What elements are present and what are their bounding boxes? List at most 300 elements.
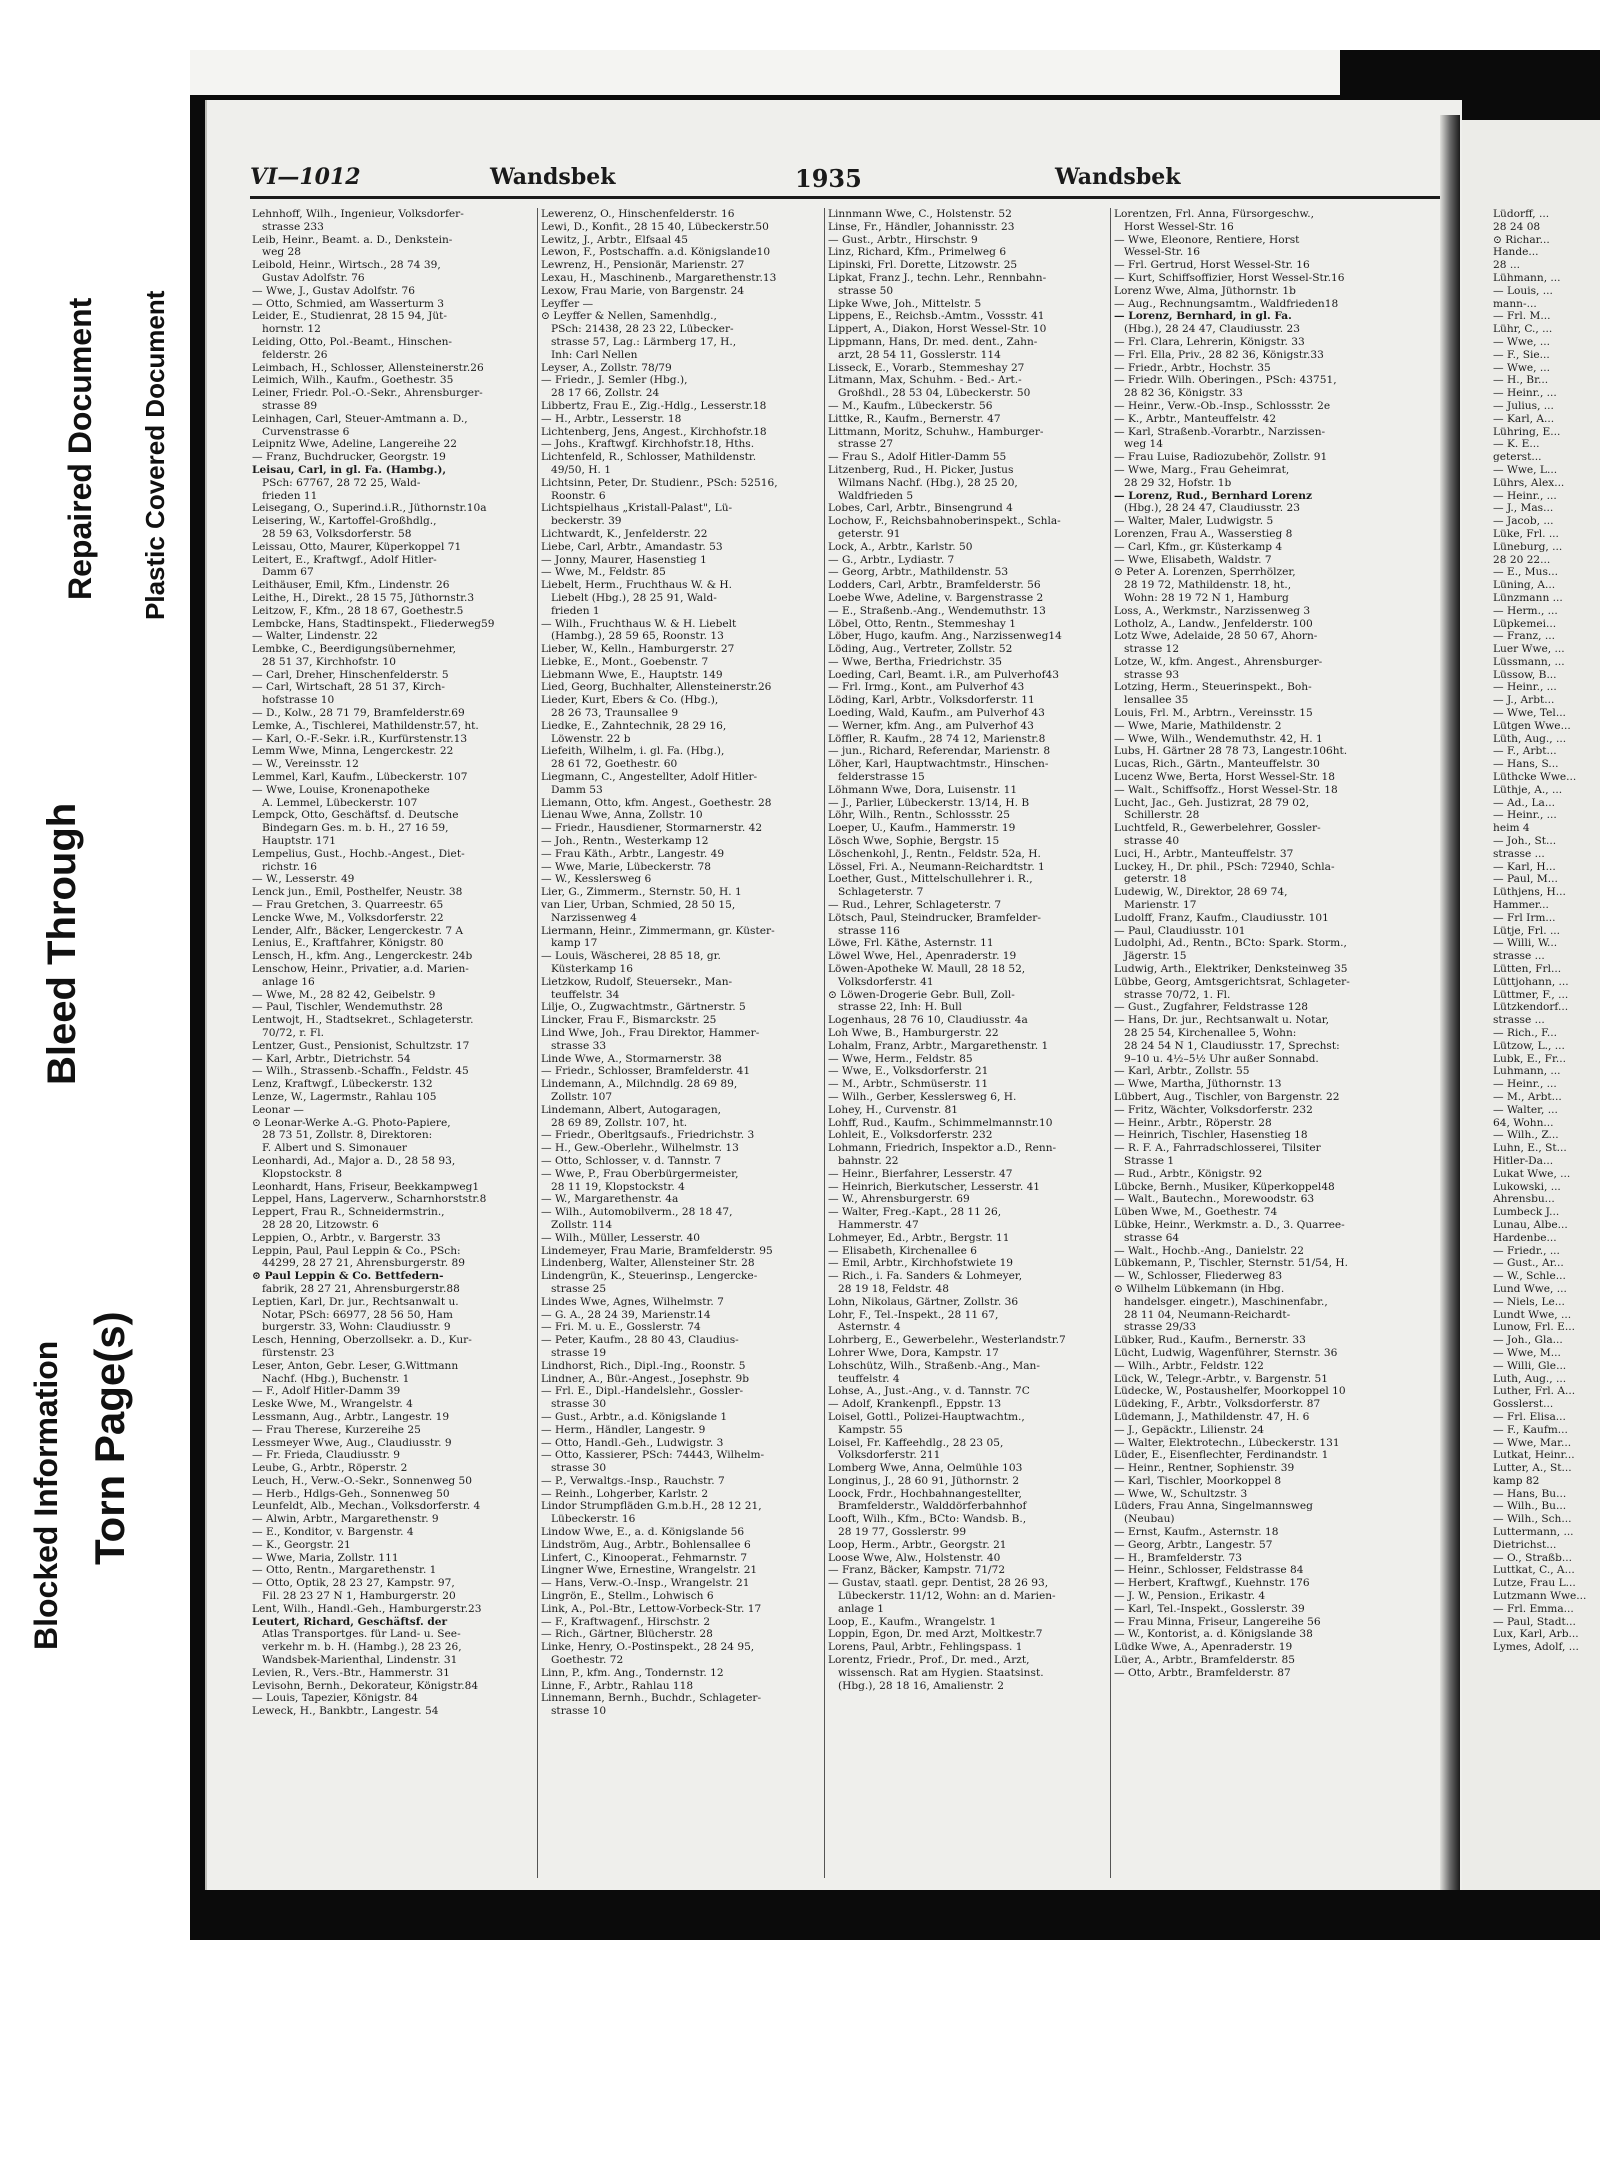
facing-page-entry: — Wilh., Bu...	[1493, 1500, 1567, 1513]
directory-entry: Leithäuser, Emil, Kfm., Lindenstr. 26	[252, 579, 450, 592]
directory-entry: 28 24 54 N 1, Claudiusstr. 17, Sprechst:	[1124, 1039, 1340, 1052]
directory-entry: — Gustav, staatl. gepr. Dentist, 28 26 93,	[828, 1577, 1049, 1590]
directory-entry: 28 59 63, Volksdorferstr. 58	[262, 527, 412, 540]
facing-page-entry: Ahrensbu...	[1493, 1193, 1555, 1206]
facing-page-entry: — Hans, S...	[1493, 758, 1559, 771]
directory-entry: Zollstr. 114	[551, 1218, 613, 1231]
facing-page-entry: — Heinr., ...	[1493, 387, 1557, 400]
directory-entry: — Carl, Wirtschaft, 28 51 37, Kirch-	[252, 681, 446, 694]
directory-entry: — Walt., Bautechn., Morewoodstr. 63	[1114, 1193, 1315, 1206]
directory-entry: Löffler, R. Kaufm., 28 74 12, Marienstr.8	[828, 732, 1046, 745]
directory-entry: Loock, Frdr., Hochbahnangestellter,	[828, 1487, 1022, 1500]
directory-entry: Lüder, E., Eisenflechter, Ferdinandstr. 1	[1114, 1449, 1329, 1462]
directory-entry: 44299, 28 27 21, Ahrensburgerstr. 89	[262, 1257, 466, 1270]
directory-entry: Lorentz, Friedr., Prof., Dr. med., Arzt,	[828, 1654, 1030, 1667]
directory-entry: — Wilh., Gerber, Kesslersweg 6, H.	[828, 1090, 1017, 1103]
directory-entry: — W., Kontorist, a. d. Königslande 38	[1114, 1628, 1313, 1641]
directory-entry: Löher, Karl, Hauptwachtmstr., Hinschen-	[828, 758, 1049, 771]
facing-page-entry: ⊙ Richar...	[1493, 233, 1550, 246]
directory-entry: Lindemann, Albert, Autogaragen,	[541, 1103, 722, 1116]
directory-entry: — Gust., Arbtr., a.d. Königslande 1	[541, 1410, 728, 1423]
directory-entry: Lietzkow, Rudolf, Steuersekr., Man-	[541, 975, 733, 988]
directory-entry: — Frl. Clara, Lehrerin, Königstr. 33	[1114, 335, 1305, 348]
directory-entry: Volksdorferstr. 211	[838, 1449, 941, 1462]
directory-entry: — Wwe, Elisabeth, Waldstr. 7	[1114, 553, 1272, 566]
directory-entry: Gustav Adolfstr. 76	[262, 271, 365, 284]
directory-entry: Lotzing, Herm., Steuerinspekt., Boh-	[1114, 681, 1312, 694]
directory-entry: Lichtsinn, Peter, Dr. Studienr., PSch: 52516,	[541, 476, 778, 489]
directory-entry: Goethestr. 72	[551, 1654, 624, 1667]
directory-entry: Lewerenz, O., Hinschenfelderstr. 16	[541, 208, 735, 220]
facing-page-entry: 28 ...	[1493, 259, 1520, 272]
directory-entry: Lindhorst, Rich., Dipl.-Ing., Roonstr. 5	[541, 1359, 746, 1372]
directory-entry: strasse 64	[1124, 1231, 1180, 1244]
directory-entry: Linn, P., kfm. Ang., Tondernstr. 12	[541, 1666, 724, 1679]
facing-page-entry: — F., Kaufm...	[1493, 1423, 1568, 1436]
directory-entry: — K., Georgstr. 21	[252, 1538, 351, 1551]
directory-entry: Lensch, H., kfm. Ang., Lengerckestr. 24b	[252, 950, 473, 963]
facing-page-entry: Luther, Frl. A...	[1493, 1385, 1576, 1398]
directory-entry: Lentwojt, H., Stadtsekret., Schlageterstr.	[252, 1014, 474, 1027]
facing-page-entry: — Hans, Bu...	[1493, 1487, 1567, 1500]
facing-page-entry: Lühmann, ...	[1493, 271, 1561, 284]
facing-page-entry: Luttermann, ...	[1493, 1526, 1574, 1539]
facing-page-entry: Luhn, E., St...	[1493, 1142, 1567, 1155]
facing-page-entry: — Willi, Gle...	[1493, 1359, 1567, 1372]
directory-entry: Kampstr. 55	[838, 1423, 903, 1436]
directory-entry: — W., Kesslersweg 6	[541, 873, 652, 886]
directory-entry: Lipke Wwe, Joh., Mittelstr. 5	[828, 297, 982, 310]
directory-entry: Leimich, Wilh., Kaufm., Goethestr. 35	[252, 374, 454, 387]
directory-entry: Lindström, Aug., Arbtr., Bohlensallee 6	[541, 1538, 751, 1551]
directory-entry: — Wwe, Martha, Jüthornstr. 13	[1114, 1078, 1282, 1091]
directory-entry: Liebelt (Hbg.), 28 25 91, Wald-	[551, 591, 717, 604]
directory-entry: Loppin, Egon, Dr. med Arzt, Moltkestr.7	[828, 1628, 1043, 1641]
directory-entry: Schillerstr. 28	[1124, 809, 1200, 822]
directory-entry: Löwenstr. 22 b	[551, 732, 631, 745]
directory-entry: Bindegarn Ges. m. b. H., 27 16 59,	[262, 822, 449, 835]
directory-entry: strasse 93	[1124, 668, 1180, 681]
directory-entry: frieden 11	[262, 489, 318, 502]
directory-entry: Lindner, A., Bür.-Angest., Josephstr. 9b	[541, 1372, 750, 1385]
directory-entry: — Otto, Arbtr., Bramfelderstr. 87	[1114, 1666, 1291, 1679]
directory-entry: Lingrön, E., Stellm., Lohwisch 6	[541, 1590, 714, 1603]
directory-entry: — Wwe, Marg., Frau Geheimrat,	[1114, 463, 1290, 476]
directory-entry: Lier, G., Zimmerm., Sternstr. 50, H. 1	[541, 886, 742, 899]
facing-page-entry: Lützow, L., ...	[1493, 1039, 1565, 1052]
directory-entry: strasse 233	[262, 220, 324, 233]
directory-entry: Löding, Karl, Arbtr., Volksdorferstr. 11	[828, 694, 1035, 707]
directory-entry: Lübke, Heinr., Werkmstr. a. D., 3. Quarree-	[1114, 1218, 1345, 1231]
directory-entry: Lentzer, Gust., Pensionist, Schultzstr. 17	[252, 1039, 470, 1052]
facing-page-entry: strasse ...	[1493, 950, 1545, 963]
directory-entry: (Hbg.), 28 24 47, Claudiusstr. 23	[1124, 323, 1300, 336]
right-title: Wandsbek	[1055, 164, 1181, 190]
directory-entry: Lübcke, Bernh., Musiker, Küperkoppel48	[1114, 1180, 1335, 1193]
directory-entry: — F., Kraftwagenf., Hirschstr. 2	[541, 1615, 711, 1628]
directory-entry: Lomberg Wwe, Anna, Oelmühle 103	[828, 1462, 1023, 1475]
facing-page-entry: — K. E...	[1493, 438, 1540, 451]
directory-entry: Leipnitz Wwe, Adeline, Langereihe 22	[252, 438, 458, 451]
directory-entry: Wohn: 28 19 72 N 1, Hamburg	[1124, 591, 1289, 604]
facing-page-entry: Lüth, Aug., ...	[1493, 732, 1567, 745]
directory-entry: Curvenstrasse 6	[262, 425, 350, 438]
directory-entry: Waldfrieden 5	[838, 489, 914, 502]
directory-entry: Leinhagen, Carl, Steuer-Amtmann a. D.,	[252, 412, 468, 425]
directory-entry: Lilje, O., Zugwachtmstr., Gärtnerstr. 5	[541, 1001, 746, 1014]
directory-entry: Lewrenz, H., Pensionär, Marienstr. 27	[541, 259, 745, 272]
directory-entry: Horst Wessel-Str. 16	[1124, 220, 1234, 233]
directory-entry: Lipinski, Frl. Dorette, Litzowstr. 25	[828, 259, 1018, 272]
directory-entry: 28 69 89, Zollstr. 107, ht.	[551, 1116, 688, 1129]
directory-entry: Lingner Wwe, Ernestine, Wrangelstr. 21	[541, 1564, 758, 1577]
facing-page-entry: Lühring, E...	[1493, 425, 1561, 438]
directory-entry: Fil. 28 23 27 N 1, Hamburgerstr. 20	[262, 1590, 456, 1603]
directory-entry: 9–10 u. 4½–5½ Uhr außer Sonnabd.	[1124, 1052, 1319, 1065]
directory-entry: Leuch, H., Verw.-O.-Sekr., Sonnenweg 50	[252, 1474, 473, 1487]
directory-entry: Liebe, Carl, Arbtr., Amandastr. 53	[541, 540, 723, 553]
directory-entry: — Wwe, Wilh., Wendemuthstr. 42, H. 1	[1114, 732, 1323, 745]
directory-column-3	[828, 208, 1108, 1878]
column-divider	[824, 208, 825, 1878]
directory-entry: Lodders, Carl, Arbtr., Bramfelderstr. 56	[828, 579, 1041, 592]
directory-entry: Lübkemann, P., Tischler, Sternstr. 51/54, H.	[1114, 1257, 1348, 1270]
facing-page-entry: — M., Arbt...	[1493, 1090, 1562, 1103]
directory-entry: Lohn, Nikolaus, Gärtner, Zollstr. 36	[828, 1295, 1019, 1308]
directory-entry: — Wwe, Marie, Lübeckerstr. 78	[541, 860, 711, 873]
directory-entry: — Wwe, Eleonore, Rentiere, Horst	[1114, 233, 1300, 246]
directory-entry: Lenius, E., Kraftfahrer, Königstr. 80	[252, 937, 444, 950]
year: 1935	[795, 164, 862, 193]
directory-entry: — Heinr., Schlosser, Feldstrasse 84	[1114, 1564, 1304, 1577]
directory-entry: — W., Schlosser, Fliederweg 83	[1114, 1270, 1283, 1283]
facing-page-entry: Lutzmann Wwe...	[1493, 1590, 1587, 1603]
directory-entry: — Herm., Händler, Langestr. 9	[541, 1423, 706, 1436]
directory-entry: — Wwe, P., Frau Oberbürgermeister,	[541, 1167, 739, 1180]
directory-entry: felderstrasse 15	[838, 771, 925, 784]
facing-page-entry: — Franz, ...	[1493, 630, 1555, 643]
directory-entry: — Frl. E., Dipl.-Handelslehr., Gossler-	[541, 1385, 744, 1398]
facing-page-entry: Lund Wwe, ...	[1493, 1282, 1567, 1295]
directory-entry: — Rich., i. Fa. Sanders & Lohmeyer,	[828, 1270, 1023, 1283]
directory-entry: 70/72, r. Fl.	[262, 1027, 325, 1039]
facing-page-entry: Lumbeck J...	[1493, 1206, 1560, 1219]
directory-entry: — jun., Richard, Referendar, Marienstr. 8	[828, 745, 1051, 758]
directory-entry: burgerstr. 33, Wohn: Claudiusstr. 9	[262, 1321, 451, 1334]
directory-entry: handelsger. eingetr.), Maschinenfabr.,	[1124, 1295, 1328, 1308]
directory-entry: Logenhaus, 28 76 10, Claudiusstr. 4a	[828, 1014, 1028, 1027]
directory-entry: — Lorenz, Bernhard, in gl. Fa.	[1114, 310, 1292, 323]
facing-page-entry: — Frl. Emma...	[1493, 1602, 1574, 1615]
directory-entry: 28 28 20, Litzowstr. 6	[262, 1218, 379, 1231]
directory-entry: Littke, R., Kaufm., Bernerstr. 47	[828, 412, 1001, 425]
facing-page-entry: geterst...	[1493, 451, 1542, 464]
facing-page-entry: — Heinr., ...	[1493, 489, 1557, 502]
facing-page-entry: Lüssow, B...	[1493, 668, 1557, 681]
directory-entry: — Wwe, M., Feldstr. 85	[541, 566, 666, 579]
directory-entry: Leisegang, O., Superind.i.R., Jüthornstr.10a	[252, 502, 487, 515]
directory-entry: Liegmann, C., Angestellter, Adolf Hitler-	[541, 771, 758, 784]
directory-entry: — Wwe, E., Volksdorferstr. 21	[828, 1065, 989, 1078]
directory-entry: A. Lemmel, Lübeckerstr. 107	[262, 796, 418, 809]
directory-entry: — Fri. M. u. E., Gosslerstr. 74	[541, 1321, 701, 1334]
facing-page-entry: Lütgen Wwe...	[1493, 719, 1571, 732]
directory-entry: strasse 27	[838, 438, 894, 451]
directory-entry: 28 11 04, Neumann-Reichardt-	[1124, 1308, 1291, 1321]
directory-entry: — Friedr., Oberltgsaufs., Friedrichstr. 3	[541, 1129, 755, 1142]
facing-page-entry: Lymes, Adolf, ...	[1493, 1641, 1579, 1654]
directory-entry: — Gust., Arbtr., Hirschstr. 9	[828, 233, 978, 246]
facing-page-entry: — O., Straßb...	[1493, 1551, 1572, 1564]
directory-entry: Löber, Hugo, kaufm. Ang., Narzissenweg14	[828, 630, 1062, 643]
directory-entry: Ludewig, W., Direktor, 28 69 74,	[1114, 886, 1288, 899]
directory-entry: Leider, E., Studienrat, 28 15 94, Jüt-	[252, 310, 448, 323]
directory-entry: Löwe, Frl. Käthe, Asternstr. 11	[828, 937, 994, 950]
directory-entry: strasse 25	[551, 1282, 607, 1295]
directory-entry: strasse 12	[1124, 643, 1180, 656]
directory-entry: ⊙ Paul Leppin & Co. Bettfedern-	[252, 1270, 444, 1283]
facing-page-entry: Luttkat, C., A...	[1493, 1564, 1575, 1577]
directory-entry: strasse 116	[838, 924, 900, 937]
directory-entry: — Elisabeth, Kirchenallee 6	[828, 1244, 978, 1257]
directory-entry: 28 19 77, Gosslerstr. 99	[838, 1526, 967, 1539]
directory-entry: ⊙ Löwen-Drogerie Gebr. Bull, Zoll-	[828, 988, 1015, 1001]
directory-entry: Lotholz, A., Landw., Jenfelderstr. 100	[1114, 617, 1313, 630]
directory-entry: — Wwe, Bertha, Friedrichstr. 35	[828, 655, 1003, 668]
directory-entry: Lieder, Kurt, Ebers & Co. (Hbg.),	[541, 694, 719, 707]
directory-entry: Lösch Wwe, Sophie, Bergstr. 15	[828, 835, 1000, 848]
directory-entry: Libbertz, Frau E., Zig.-Hdlg., Lesserstr.18	[541, 399, 767, 412]
facing-page-entry: — Frl. Elisa...	[1493, 1410, 1566, 1423]
directory-entry: Hammerstr. 47	[838, 1218, 919, 1231]
directory-entry: Linz, Richard, Kfm., Primelweg 6	[828, 246, 1007, 259]
directory-entry: Lübeckerstr. 11/12, Wohn: an d. Marien-	[838, 1590, 1056, 1603]
directory-entry: Lössel, Fri. A., Neumann-Reichardtstr. 1	[828, 860, 1045, 873]
directory-entry: strasse 30	[551, 1462, 607, 1475]
directory-entry: Luchtfeld, R., Gewerbelehrer, Gossler-	[1114, 822, 1321, 835]
facing-page-entry: Gosslerst...	[1493, 1398, 1554, 1411]
directory-entry: Leibold, Heinr., Wirtsch., 28 74 39,	[252, 259, 441, 272]
facing-page-entry: — F., Arbt...	[1493, 745, 1557, 758]
directory-entry: Loop, E., Kaufm., Wrangelstr. 1	[828, 1615, 997, 1628]
directory-entry: — Friedr. Wilh. Oberingen., PSch: 43751,	[1114, 374, 1337, 387]
directory-entry: Lindor Strumpfläden G.m.b.H., 28 12 21,	[541, 1500, 762, 1513]
directory-entry: — Johs., Kraftwgf. Kirchhofstr.18, Hths.	[541, 438, 755, 451]
directory-entry: strasse 22, Inh: H. Bull	[838, 1001, 962, 1014]
directory-entry: Lohse, A., Just.-Ang., v. d. Tannstr. 7C	[828, 1385, 1030, 1398]
directory-entry: Lemmel, Karl, Kaufm., Lübeckerstr. 107	[252, 771, 468, 784]
facing-page-entry: — Friedr., ...	[1493, 1244, 1560, 1257]
directory-entry: — Karl, Tel.-Inspekt., Gosslerstr. 39	[1114, 1602, 1305, 1615]
directory-entry: (Hbg.), 28 18 16, Amalienstr. 2	[838, 1679, 1005, 1692]
directory-entry: — Friedr., Schlosser, Bramfelderstr. 41	[541, 1065, 751, 1078]
facing-page-entry: Lüthjens, H...	[1493, 886, 1566, 899]
directory-entry: — Walter, Lindenstr. 22	[252, 630, 378, 643]
directory-entry: 28 11 19, Klopstockstr. 4	[551, 1180, 685, 1193]
directory-entry: Lesch, Henning, Oberzollsekr. a. D., Kur-	[252, 1334, 472, 1347]
directory-entry: Linde Wwe, A., Stormarnerstr. 38	[541, 1052, 722, 1065]
directory-entry: Leske Wwe, M., Wrangelstr. 4	[252, 1398, 413, 1411]
directory-entry: hofstrasse 10	[262, 694, 335, 707]
directory-entry: — G. A., 28 24 39, Marienstr.14	[541, 1308, 711, 1321]
facing-page-entry: Lührs, Alex...	[1493, 476, 1565, 489]
directory-entry: Levisohn, Bernh., Dekorateur, Königstr.84	[252, 1679, 479, 1692]
directory-entry: — Friedr., J. Semler (Hbg.),	[541, 374, 688, 387]
directory-entry: Wilmans Nachf. (Hbg.), 28 25 20,	[838, 476, 1018, 489]
facing-page-entry: — Ad., La...	[1493, 796, 1555, 809]
directory-entry: Leptien, Karl, Dr. jur., Rechtsanwalt u.	[252, 1295, 459, 1308]
directory-entry: — Frau Gretchen, 3. Quarreestr. 65	[252, 899, 444, 912]
directory-entry: — Wilh., Automobilverm., 28 18 47,	[541, 1206, 733, 1219]
directory-entry: Lötsch, Paul, Steindrucker, Bramfelder-	[828, 911, 1041, 924]
directory-entry: — D., Kolw., 28 71 79, Bramfelderstr.69	[252, 707, 465, 720]
directory-entry: Leisau, Carl, in gl. Fa. (Hambg.),	[252, 463, 447, 476]
facing-page-entry: Luer Wwe, ...	[1493, 643, 1565, 656]
facing-page-entry: — Herm., ...	[1493, 604, 1558, 617]
facing-page-entry: Luhmann, ...	[1493, 1065, 1561, 1078]
directory-entry: — Wilh., Fruchthaus W. & H. Liebelt	[541, 617, 737, 630]
facing-page-entry: Lunau, Albe...	[1493, 1218, 1568, 1231]
directory-entry: Asternstr. 4	[838, 1321, 901, 1334]
directory-entry: Lochow, F., Reichsbahnoberinspekt., Schla-	[828, 515, 1061, 528]
facing-page-entry: Hande...	[1493, 246, 1539, 259]
directory-entry: — Karl, Arbtr., Dietrichstr. 54	[252, 1052, 411, 1065]
facing-page-entry: — Wwe, ...	[1493, 361, 1551, 374]
directory-entry: — Rich., Gärtner, Blücherstr. 28	[541, 1628, 713, 1641]
directory-entry: fabrik, 28 27 21, Ahrensburgerstr.88	[262, 1282, 460, 1295]
directory-entry: (Hambg.), 28 59 65, Roonstr. 13	[551, 630, 724, 643]
directory-entry: Loose Wwe, Alw., Holstenstr. 40	[828, 1551, 1001, 1564]
directory-entry: Leppel, Hans, Lagerverw., Scharnhorststr.8	[252, 1193, 487, 1206]
directory-entry: — R. F. A., Fahrradschlosserei, Tilsiter	[1114, 1142, 1321, 1155]
directory-entry: Lender, Alfr., Bäcker, Lengerckestr. 7 A	[252, 924, 464, 937]
directory-entry: Lindow Wwe, E., a. d. Königslande 56	[541, 1526, 745, 1539]
directory-entry: ⊙ Wilhelm Lübkemann (in Hbg.	[1114, 1282, 1285, 1295]
directory-entry: Löhr, Wilh., Rentn., Schlossstr. 25	[828, 809, 1010, 822]
directory-entry: Liebmann Wwe, E., Hauptstr. 149	[541, 668, 723, 681]
facing-page-entry: Lundt Wwe, ...	[1493, 1308, 1572, 1321]
facing-page-entry: — Walter, ...	[1493, 1103, 1558, 1116]
directory-entry: Lucas, Rich., Gärtn., Manteuffelstr. 30	[1114, 758, 1320, 771]
directory-entry: Leissau, Otto, Maurer, Küperkoppel 71	[252, 540, 462, 553]
directory-entry: Litmann, Max, Schuhm. - Bed.- Art.-	[828, 374, 1022, 387]
directory-entry: — Hans, Verw.-O.-Insp., Wrangelstr. 21	[541, 1577, 750, 1590]
facing-page-entry: — J., Arbt...	[1493, 694, 1555, 707]
directory-entry: — Adolf, Krankenpfl., Eppstr. 13	[828, 1398, 1002, 1411]
directory-entry: — Wilh., Arbtr., Feldstr. 122	[1114, 1359, 1264, 1372]
facing-page-entry: Lunow, Frl. E...	[1493, 1321, 1575, 1334]
facing-page-entry: — Heinr., ...	[1493, 681, 1557, 694]
directory-entry: Leser, Anton, Gebr. Leser, G.Wittmann	[252, 1359, 459, 1372]
directory-entry: Schlageterstr. 7	[838, 886, 924, 899]
directory-column-4	[1114, 208, 1404, 1878]
directory-entry: — E., Konditor, v. Bargenstr. 4	[252, 1526, 414, 1539]
directory-entry: Leube, G., Arbtr., Röperstr. 2	[252, 1462, 408, 1475]
facing-page-entry: Lubk, E., Fr...	[1493, 1052, 1566, 1065]
directory-entry: — Wwe, Herm., Feldstr. 85	[828, 1052, 973, 1065]
facing-page-entry: — Wwe, ...	[1493, 335, 1551, 348]
facing-page-entry: Hammer...	[1493, 899, 1549, 912]
directory-entry: Loether, Gust., Mittelschullehrer i. R.,	[828, 873, 1033, 886]
directory-entry: Lipkat, Franz J., techn. Lehr., Rennbahn-	[828, 271, 1047, 284]
directory-entry: — Jonny, Maurer, Hasenstieg 1	[541, 553, 707, 566]
directory-entry: — E., Straßenb.-Ang., Wendemuthstr. 13	[828, 604, 1046, 617]
directory-entry: — Heinr., Arbtr., Röperstr. 28	[1114, 1116, 1272, 1129]
directory-entry: Lewon, F., Postschaffn. a.d. Königslande10	[541, 246, 771, 259]
facing-page-entry: Lünzmann ...	[1493, 591, 1563, 604]
directory-entry: Liermann, Heinr., Zimmermann, gr. Küster-	[541, 924, 775, 937]
directory-entry: — W., Margarethenstr. 4a	[541, 1193, 679, 1206]
directory-entry: Levien, R., Vers.-Btr., Hammerstr. 31	[252, 1666, 450, 1679]
facing-page-entry: Lüttjohann, ...	[1493, 975, 1569, 988]
directory-entry: Linke, Henry, O.-Postinspekt., 28 24 95,	[541, 1641, 755, 1654]
directory-entry: Inh: Carl Nellen	[551, 348, 638, 361]
directory-entry: Leitert, E., Kraftwgf., Adolf Hitler-	[252, 553, 437, 566]
directory-entry: — Paul, Claudiusstr. 101	[1114, 924, 1246, 937]
directory-entry: — Karl, Arbtr., Zollstr. 55	[1114, 1065, 1250, 1078]
directory-entry: Leppin, Paul, Paul Leppin & Co., PSch:	[252, 1244, 461, 1257]
directory-entry: strasse 40	[1124, 835, 1180, 848]
directory-entry: Ludolff, Franz, Kaufm., Claudiusstr. 101	[1114, 911, 1329, 924]
directory-entry: Linnmann Wwe, C., Holstenstr. 52	[828, 208, 1012, 220]
directory-entry: Liebelt, Herm., Fruchthaus W. & H.	[541, 579, 733, 592]
facing-page-entry: — Paul, Stadt...	[1493, 1615, 1576, 1628]
facing-page-entry: Lütten, Frl...	[1493, 963, 1562, 976]
directory-entry: Lohschütz, Wilh., Straßenb.-Ang., Man-	[828, 1359, 1040, 1372]
directory-entry: Ludolphi, Ad., Rentn., BCto: Spark. Storm.,	[1114, 937, 1347, 950]
directory-entry: Linse, Fr., Händler, Johannisstr. 23	[828, 220, 1015, 233]
directory-entry: Lessmeyer Wwe, Aug., Claudiusstr. 9	[252, 1436, 452, 1449]
directory-entry: — G., Arbtr., Lydiastr. 7	[828, 553, 955, 566]
directory-entry: Großhdl., 28 53 04, Lübeckerstr. 50	[838, 387, 1031, 400]
directory-entry: Löwen-Apotheke W. Maull, 28 18 52,	[828, 963, 1026, 976]
directory-entry: — Karl, Straßenb.-Vorarbtr., Narzissen-	[1114, 425, 1326, 438]
directory-entry: — Franz, Buchdrucker, Georgstr. 19	[252, 451, 446, 464]
directory-entry: Lohrer Wwe, Dora, Kampstr. 17	[828, 1346, 999, 1359]
directory-entry: Linfert, C., Kinooperat., Fehmarnstr. 7	[541, 1551, 748, 1564]
directory-entry: — H., Arbtr., Lesserstr. 18	[541, 412, 682, 425]
directory-entry: Wandsbek-Marienthal, Lindenstr. 31	[262, 1654, 458, 1667]
directory-entry: kamp 17	[551, 937, 598, 950]
directory-entry: — P., Verwaltgs.-Insp., Rauchstr. 7	[541, 1474, 725, 1487]
directory-entry: Luci, H., Arbtr., Manteuffelstr. 37	[1114, 847, 1294, 860]
directory-entry: — Herbert, Kraftwgf., Kuehnstr. 176	[1114, 1577, 1310, 1590]
directory-entry: Lüben Wwe, M., Goethestr. 74	[1114, 1206, 1278, 1219]
directory-entry: beckerstr. 39	[551, 515, 622, 528]
directory-entry: Nachf. (Hbg.), Buchenstr. 1	[262, 1372, 410, 1385]
directory-entry: Löhmann Wwe, Dora, Luisenstr. 11	[828, 783, 1018, 796]
directory-entry: Lemm Wwe, Minna, Lengerckestr. 22	[252, 745, 454, 758]
directory-entry: — Frl. Ella, Priv., 28 82 36, Königstr.33	[1114, 348, 1324, 361]
directory-entry: — K., Arbtr., Manteuffelstr. 42	[1114, 412, 1277, 425]
facing-page-entry: — Wilh., Sch...	[1493, 1513, 1572, 1526]
directory-entry: Louis, Frl. M., Arbtrn., Vereinsstr. 15	[1114, 707, 1313, 720]
directory-entry: — Frau Minna, Friseur, Langereihe 56	[1114, 1615, 1321, 1628]
directory-entry: Lindes Wwe, Agnes, Wilhelmstr. 7	[541, 1295, 724, 1308]
directory-entry: Lembke, C., Beerdigungsübernehmer,	[252, 643, 457, 656]
column-divider	[1110, 208, 1111, 1878]
directory-entry: — Fritz, Wächter, Volksdorferstr. 232	[1114, 1103, 1313, 1116]
directory-entry: Löwel Wwe, Hel., Apenraderstr. 19	[828, 950, 1017, 963]
directory-entry: Lempck, Otto, Geschäftsf. d. Deutsche	[252, 809, 459, 822]
directory-entry: — Frl. Irmg., Kont., am Pulverhof 43	[828, 681, 1025, 694]
directory-entry: — Friedr., Hausdiener, Stormarnerstr. 42	[541, 822, 763, 835]
facing-page-entry: Lütje, Frl. ...	[1493, 924, 1561, 937]
directory-entry: Strasse 1	[1124, 1154, 1175, 1167]
facing-page-entry: Luth, Aug., ...	[1493, 1372, 1567, 1385]
directory-entry: Lencke Wwe, M., Volksdorferstr. 22	[252, 911, 444, 924]
directory-entry: Wessel-Str. 16	[1124, 246, 1201, 259]
